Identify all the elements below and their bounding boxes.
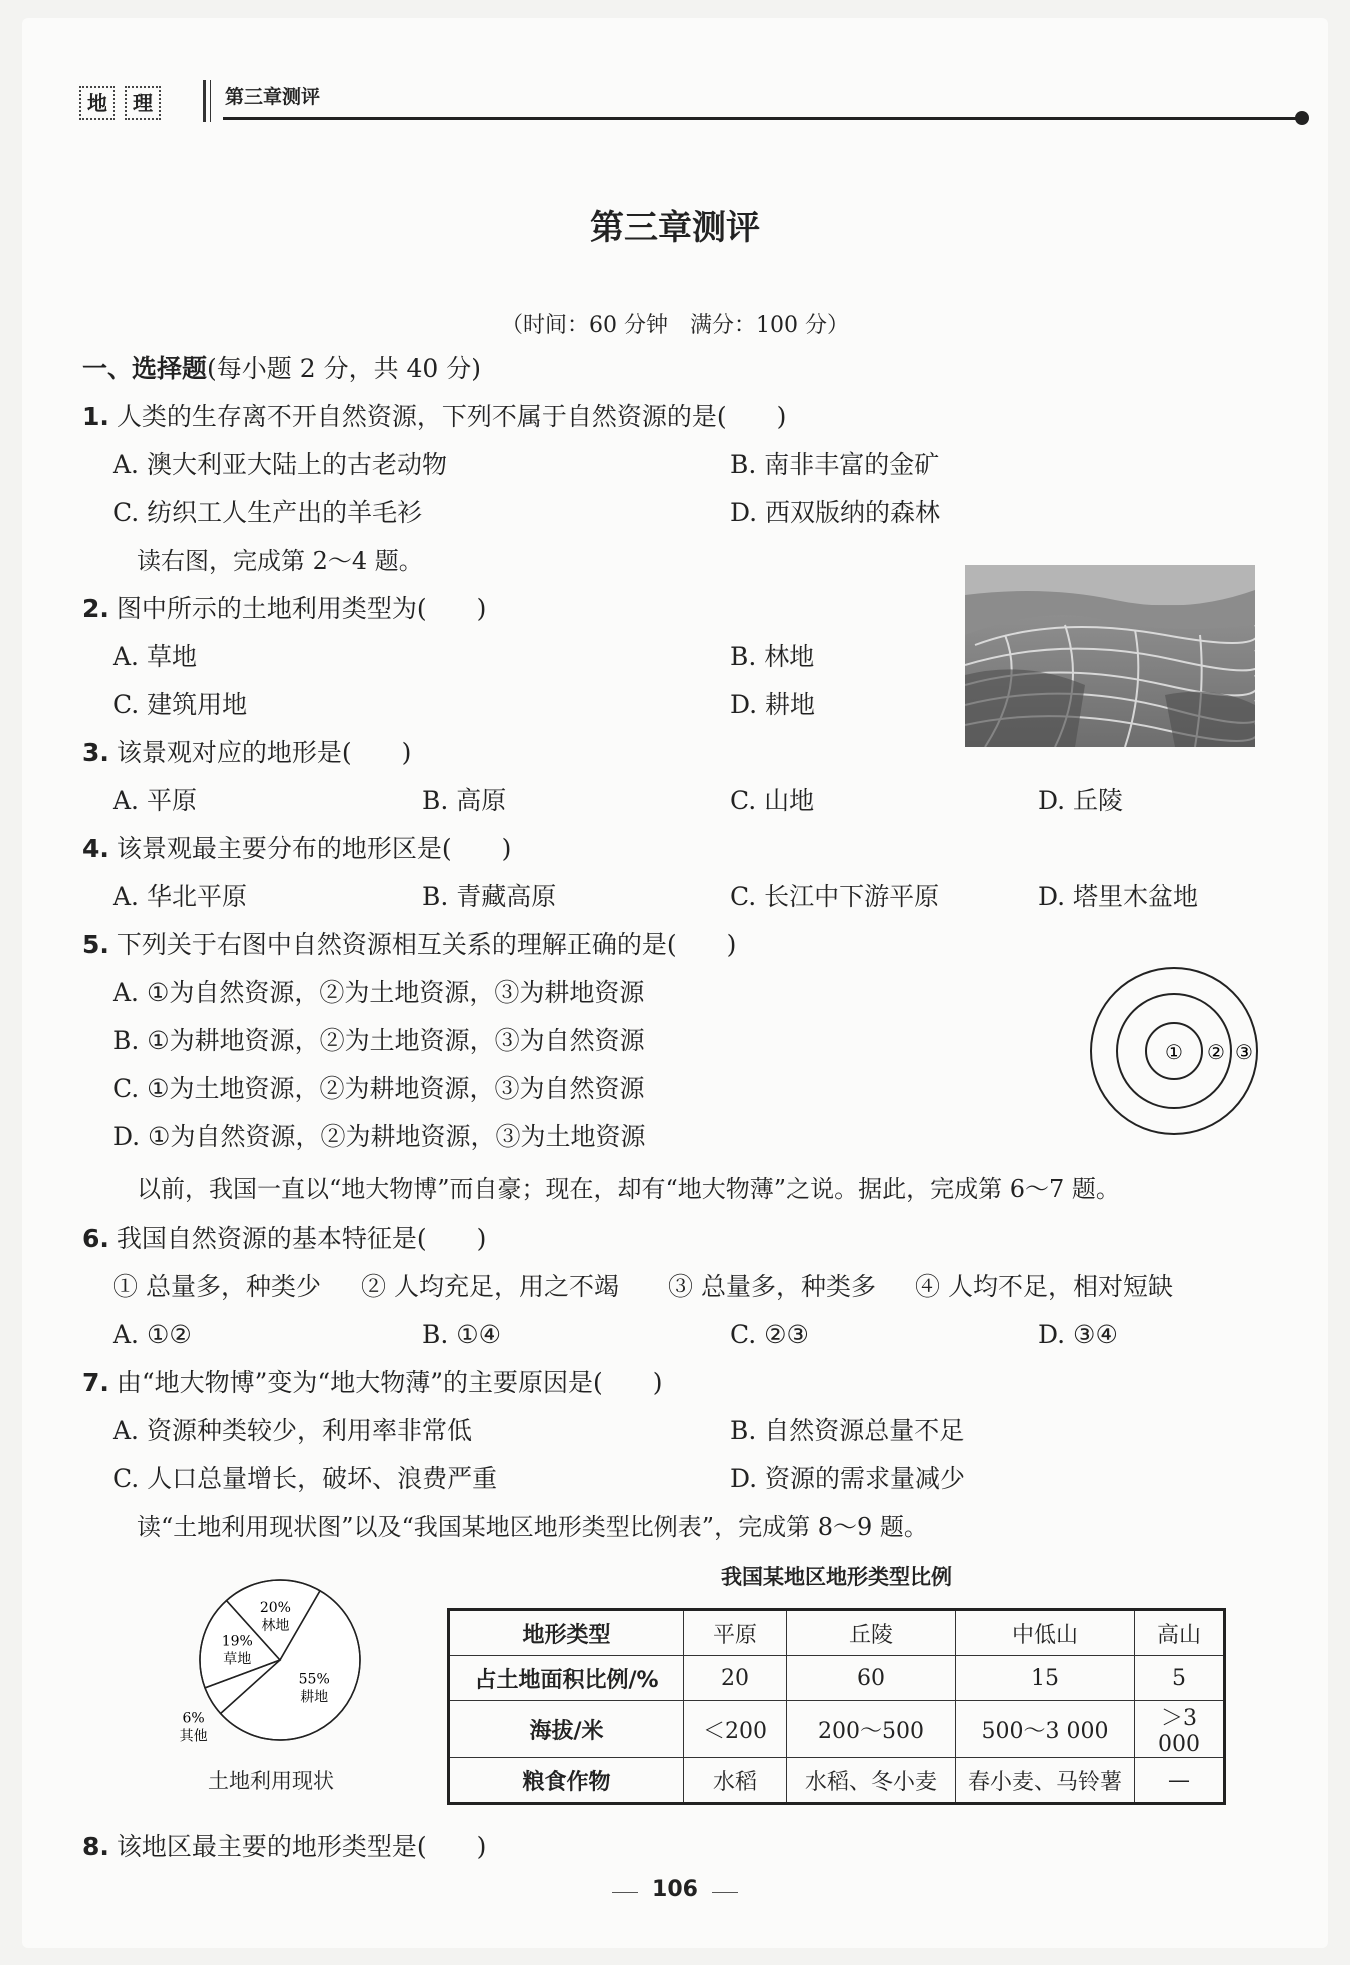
option: A. 澳大利亚大陆上的古老动物 xyxy=(113,450,447,479)
table-cell: ＞3 000 xyxy=(1135,1701,1225,1758)
running-header xyxy=(55,62,1265,115)
pie-category-label: 草地 xyxy=(223,1651,252,1668)
question-5: 5. 下列关于右图中自然资源相互关系的理解正确的是( ) xyxy=(82,930,737,959)
table-header-row xyxy=(449,1610,1225,1656)
question-1: 1. 人类的生存离不开自然资源，下列不属于自然资源的是( ) xyxy=(82,402,787,431)
option: A. 草地 xyxy=(113,642,197,671)
header-dot xyxy=(1295,111,1309,125)
option: D. 资源的需求量减少 xyxy=(730,1464,966,1493)
option: D. 塔里木盆地 xyxy=(1038,882,1199,911)
option: D. 西双版纳的森林 xyxy=(730,498,941,527)
option: C. ①为土地资源，②为耕地资源，③为自然资源 xyxy=(113,1074,645,1103)
option: C. 山地 xyxy=(730,786,815,815)
subject-char: 地 xyxy=(79,86,115,120)
option: B. 南非丰富的金矿 xyxy=(730,450,940,479)
pie-category-label: 其他 xyxy=(180,1728,208,1745)
table-cell: 水稻 xyxy=(684,1758,787,1804)
option: A. 华北平原 xyxy=(113,882,247,911)
table-header-cell: 高山 xyxy=(1135,1610,1225,1656)
question-6: 6. 我国自然资源的基本特征是( ) xyxy=(82,1224,487,1253)
divider xyxy=(210,80,211,122)
pie-value-label: 20% xyxy=(259,1600,291,1617)
page-title: 第三章测评 xyxy=(590,208,760,248)
page-number-dash xyxy=(712,1892,738,1893)
table-cell: 春小麦、马铃薯 xyxy=(956,1758,1135,1804)
table-header-cell: 地形类型 xyxy=(449,1610,684,1656)
option: B. 林地 xyxy=(730,642,815,671)
table-cell: 15 xyxy=(956,1656,1135,1701)
question-7: 7. 由“地大物博”变为“地大物薄”的主要原因是( ) xyxy=(82,1368,663,1397)
exam-meta: （时间：60 分钟 满分：100 分） xyxy=(501,313,849,338)
circle-label: ① xyxy=(1165,1040,1183,1064)
statement: ③ 总量多，种类多 xyxy=(668,1272,876,1301)
subject-char: 理 xyxy=(125,86,161,120)
section-heading: 一、选择题(每小题 2 分，共 40 分) xyxy=(82,354,482,383)
table-header-cell: 中低山 xyxy=(956,1610,1135,1656)
pie-category-label: 林地 xyxy=(261,1618,290,1635)
option: D. ③④ xyxy=(1038,1320,1118,1349)
table-cell: 5 xyxy=(1135,1656,1225,1701)
table-cell: 60 xyxy=(787,1656,956,1701)
question-2: 2. 图中所示的土地利用类型为( ) xyxy=(82,594,487,623)
pie-category-label: 耕地 xyxy=(300,1689,329,1706)
option: C. 长江中下游平原 xyxy=(730,882,940,911)
statement: ① 总量多，种类少 xyxy=(113,1272,321,1301)
terrace-photo xyxy=(965,565,1255,747)
option: B. ①④ xyxy=(422,1320,502,1349)
pie-value-label: 55% xyxy=(298,1671,330,1688)
pie-value-label: 19% xyxy=(221,1633,253,1650)
table-cell: 200～500 xyxy=(787,1701,956,1758)
table-header-cell: 丘陵 xyxy=(787,1610,956,1656)
table-cell: — xyxy=(1135,1758,1225,1804)
question-3: 3. 该景观对应的地形是( ) xyxy=(82,738,412,767)
option: D. ①为自然资源，②为耕地资源，③为土地资源 xyxy=(113,1122,646,1151)
option: A. ①② xyxy=(113,1320,192,1349)
option: C. 纺织工人生产出的羊毛衫 xyxy=(113,498,423,527)
statement: ② 人均充足，用之不竭 xyxy=(361,1272,619,1301)
option: C. 建筑用地 xyxy=(113,690,248,719)
option: B. 青藏高原 xyxy=(422,882,557,911)
divider xyxy=(203,80,206,122)
option: C. 人口总量增长，破坏、浪费严重 xyxy=(113,1464,498,1493)
option: A. 平原 xyxy=(113,786,197,815)
table-cell: ＜200 xyxy=(684,1701,787,1758)
table-cell: 水稻、冬小麦 xyxy=(787,1758,956,1804)
circle-label: ② xyxy=(1207,1040,1225,1064)
terrain-table xyxy=(447,1608,1226,1805)
pie-title: 土地利用现状 xyxy=(208,1769,334,1793)
option: A. ①为自然资源，②为土地资源，③为耕地资源 xyxy=(113,978,645,1007)
table-row xyxy=(449,1701,1225,1758)
header-chapter: 第三章测评 xyxy=(225,86,321,108)
table-row xyxy=(449,1656,1225,1701)
table-cell: 20 xyxy=(684,1656,787,1701)
option: D. 耕地 xyxy=(730,690,816,719)
lead-text: 读右图，完成第 2～4 题。 xyxy=(137,547,423,575)
table-title: 我国某地区地形类型比例 xyxy=(721,1565,952,1589)
resource-circles-diagram xyxy=(1088,965,1260,1137)
question-4: 4. 该景观最主要分布的地形区是( ) xyxy=(82,834,512,863)
table-row-label: 占土地面积比例/% xyxy=(449,1656,684,1701)
subject-tag xyxy=(79,86,161,120)
pie-value-label: 6% xyxy=(182,1710,205,1727)
land-use-pie-chart xyxy=(180,1570,380,1770)
lead-text: 以前，我国一直以“地大物博”而自豪；现在，却有“地大物薄”之说。据此，完成第 6～7 题。 xyxy=(137,1175,1120,1203)
table-row-label: 粮食作物 xyxy=(449,1758,684,1804)
table-row-label: 海拔/米 xyxy=(449,1701,684,1758)
table-header-cell: 平原 xyxy=(684,1610,787,1656)
page-number: 106 xyxy=(652,1877,698,1902)
option: B. 高原 xyxy=(422,786,507,815)
header-rule xyxy=(223,117,1298,120)
option: B. ①为耕地资源，②为土地资源，③为自然资源 xyxy=(113,1026,645,1055)
table-cell: 500～3 000 xyxy=(956,1701,1135,1758)
lead-text: 读“土地利用现状图”以及“我国某地区地形类型比例表”，完成第 8～9 题。 xyxy=(137,1513,928,1541)
option: D. 丘陵 xyxy=(1038,786,1124,815)
option: C. ②③ xyxy=(730,1320,809,1349)
question-8: 8. 该地区最主要的地形类型是( ) xyxy=(82,1832,487,1861)
option: B. 自然资源总量不足 xyxy=(730,1416,965,1445)
option: A. 资源种类较少，利用率非常低 xyxy=(113,1416,472,1445)
statement: ④ 人均不足，相对短缺 xyxy=(915,1272,1173,1301)
table-row xyxy=(449,1758,1225,1804)
circle-label: ③ xyxy=(1235,1040,1253,1064)
